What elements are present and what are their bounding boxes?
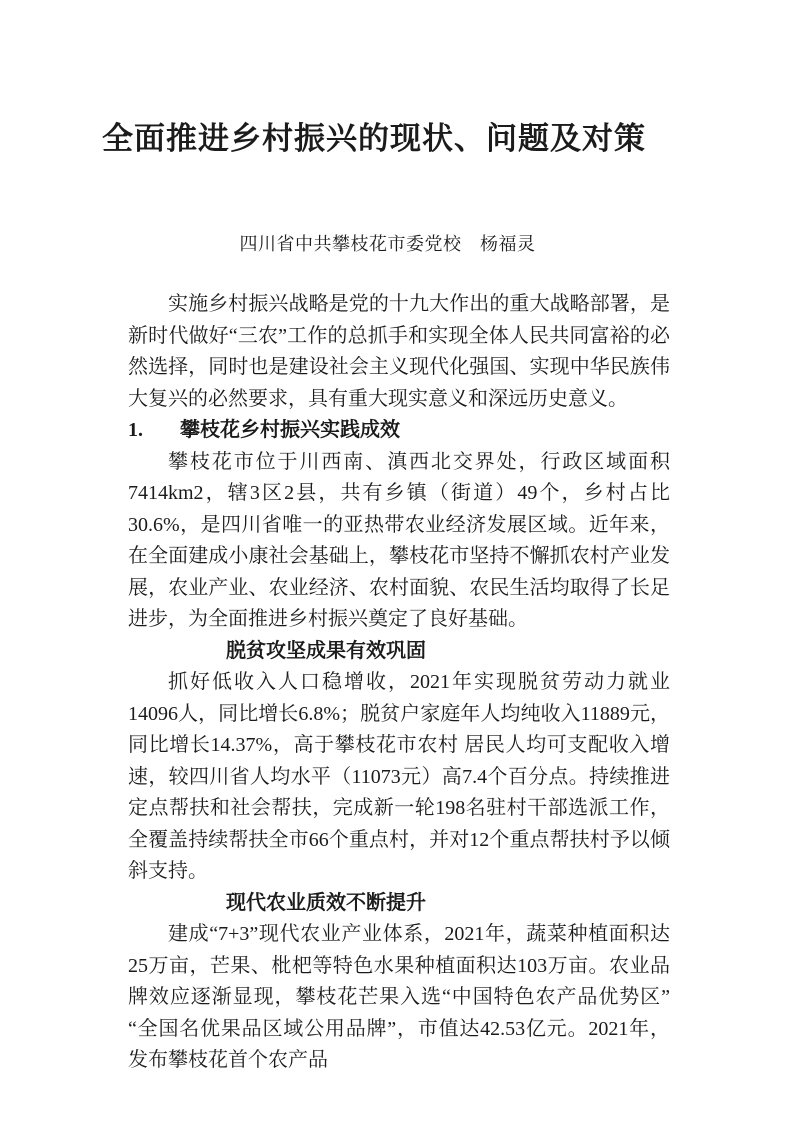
modern-agriculture-paragraph: 建成“7+3”现代农业产业体系，2021年，蔬菜种植面积达25万亩，芒果、枇杷等特色水果种植面积达103万亩。农业品牌效应逐渐显现，攀枝花芒果入选“中国特色农产品优势区”“全国名优果品区域公用品牌”，市值达42.53亿元。2021年，发布攀枝花首个农产品 bbox=[128, 923, 670, 1071]
section-1-heading-text: 攀枝花乡村振兴实践成效 bbox=[180, 419, 400, 441]
section-1-number: 1. bbox=[128, 419, 143, 441]
section-1-heading bbox=[128, 415, 670, 447]
poverty-alleviation-paragraph: 抓好低收入人口稳增收，2021年实现脱贫劳动力就业14096人，同比增长6.8%；脱贫户家庭年人均纯收入11889元，同比增长14.37%，高于攀枝花市农村 居民人均可支配收入增速，较四川省人均水平（11073元）高7.4个百分点。持续推进定点帮扶和社会帮扶，完成新一轮198名驻村干部选派工作，全覆盖持续帮扶全市66个重点村，并对12个重点帮扶村予以倾斜支持。 bbox=[128, 671, 670, 882]
author-byline: 四川省中共攀枝花市委党校 杨福灵 bbox=[239, 234, 536, 254]
subheading-modern-agriculture: 现代农业质效不断提升 bbox=[226, 891, 426, 914]
section-1-paragraph: 攀枝花市位于川西南、滇西北交界处，行政区域面积7414km2，辖3区2县，共有乡镇（街道）49个，乡村占比30.6%，是四川省唯一的亚热带农业经济发展区域。近年来，在全面建成小康社会基础上，攀枝花市坚持不懈抓农村产业发展，农业产业、农业经济、农村面貌、农民生活均取得了长足进步，为全面推进乡村振兴奠定了良好基础。 bbox=[128, 450, 670, 630]
intro-paragraph: 实施乡村振兴战略是党的十九大作出的重大战略部署，是新时代做好“三农”工作的总抓手和实现全体人民共同富裕的必然选择，同时也是建设社会主义现代化强国、实现中华民族伟大复兴的必然要求，具有重大现实意义和深远历史意义。 bbox=[128, 293, 670, 410]
subheading-poverty-alleviation: 脱贫攻坚成果有效巩固 bbox=[226, 639, 426, 662]
document-title: 全面推进乡村振兴的现状、问题及对策 bbox=[102, 121, 646, 156]
document-body bbox=[128, 289, 670, 1077]
